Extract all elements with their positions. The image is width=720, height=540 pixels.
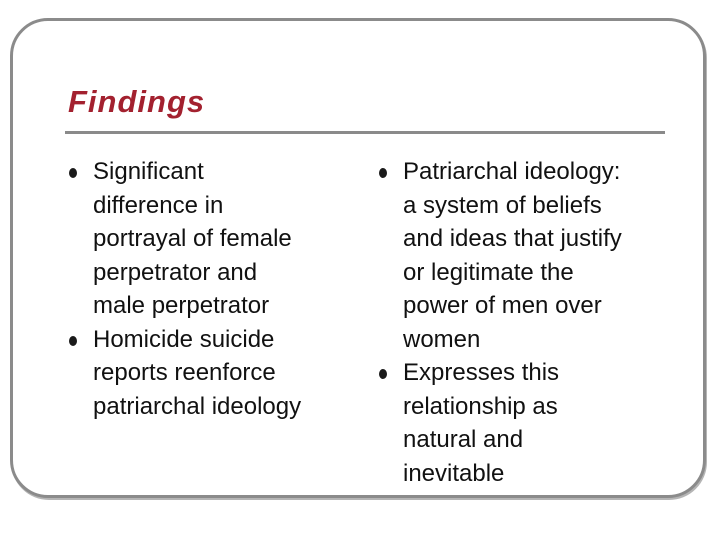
bullet-item [378, 356, 678, 490]
bullet-line: and ideas that justify [403, 225, 622, 252]
bullet-line: perpetrator and [93, 258, 258, 286]
bullet-item [68, 155, 358, 323]
bullet-text [403, 155, 678, 356]
bullet-line: women [403, 325, 481, 353]
bullet-item [378, 155, 678, 356]
bullet-line: relationship as [403, 392, 558, 420]
bullet-line: patriarchal ideology [93, 392, 302, 420]
bullet-line: portrayal of female [93, 225, 292, 252]
slide-title: Findings [68, 84, 206, 119]
bullet-line: difference in [93, 191, 224, 219]
bullet-line: reports reenforce [93, 359, 276, 386]
bullet-line: Expresses this [403, 359, 560, 386]
bullet-text [93, 323, 358, 424]
left-column [68, 155, 358, 423]
bullet-line: natural and [403, 426, 524, 453]
bullet-item [68, 323, 358, 424]
bullet-dot-icon [379, 369, 387, 379]
bullet-dot-icon [69, 168, 77, 178]
bullet-text [93, 155, 358, 323]
bullet-dot-icon [379, 168, 387, 178]
title-divider [65, 131, 665, 134]
bullet-line: inevitable [403, 459, 505, 487]
right-column [378, 155, 678, 490]
bullet-text [403, 356, 678, 490]
bullet-line: or legitimate the [403, 258, 574, 286]
bullet-line: Patriarchal ideology: [403, 158, 621, 185]
bullet-line: Significant [93, 158, 204, 185]
bullet-line: male perpetrator [93, 292, 270, 319]
bullet-dot-icon [69, 336, 77, 346]
bullet-line: a system of beliefs [403, 191, 602, 219]
bullet-line: power of men over [403, 292, 602, 319]
bullet-line: Homicide suicide [93, 325, 275, 353]
